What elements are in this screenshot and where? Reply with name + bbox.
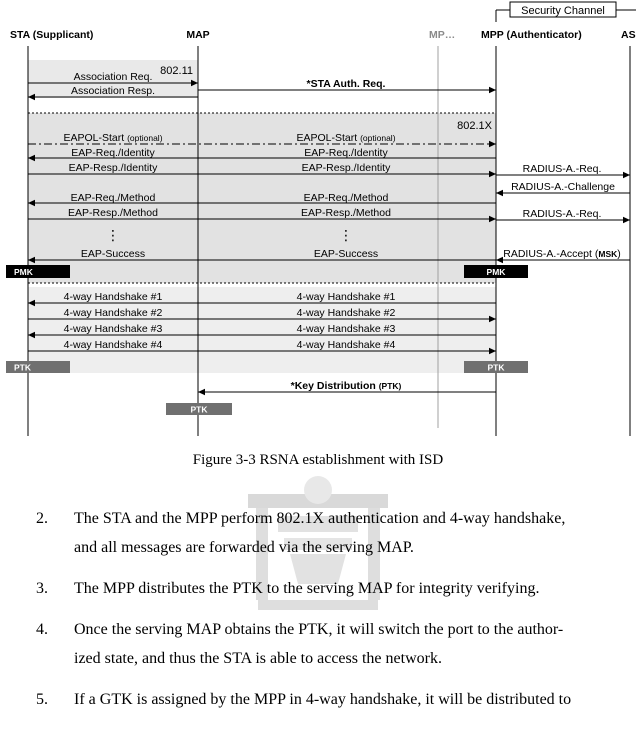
msg-eapol-start-label-map: EAPOL-Start (optional) xyxy=(296,132,396,144)
msg-eap-req-method-label-map: EAP-Req./Method xyxy=(303,192,389,204)
msg-eap-req-method-label-sta: EAP-Req./Method xyxy=(70,192,156,204)
section-8021x-label: 802.1X xyxy=(457,120,492,132)
step-item xyxy=(36,574,636,603)
ptk-badge-mpp-label: PTK xyxy=(487,362,505,373)
msg-eap-resp-identity-label-map: EAP-Resp./Identity xyxy=(301,162,391,174)
step-text xyxy=(74,615,636,673)
step-item xyxy=(36,615,636,673)
step-item xyxy=(36,504,636,562)
steps-list xyxy=(36,504,636,726)
msg-eap-req-identity-label-map: EAP-Req./Identity xyxy=(304,147,388,159)
step-number: 2. xyxy=(36,510,48,527)
msg-radius-challenge-label: RADIUS-A.-Challenge xyxy=(511,181,615,193)
msg-eap-req-identity-label-sta: EAP-Req./Identity xyxy=(71,147,155,159)
entity-as: AS xyxy=(621,29,636,41)
msg-eap-resp-method-label-map: EAP-Resp./Method xyxy=(301,207,391,219)
step-text xyxy=(74,685,636,714)
msg-eapol-start-label-sta: EAPOL-Start (optional) xyxy=(63,132,163,144)
msg-sta-auth-req-label: *STA Auth. Req. xyxy=(306,78,386,90)
entity-mp: MP… xyxy=(429,29,456,41)
msg-hs2-label-map: 4-way Handshake #2 xyxy=(296,307,396,319)
msg-eap-success-label-map: EAP-Success xyxy=(313,248,379,260)
step-text-line: If a GTK is assigned by the MPP in 4-way handshake, it will be distributed to xyxy=(74,691,572,708)
step-number: 5. xyxy=(36,691,48,708)
msg-radius-accept-label: RADIUS-A.-Accept (MSK) xyxy=(503,248,621,260)
figure-caption: Figure 3-3 RSNA establishment with ISD xyxy=(192,452,444,468)
pmk-badge-sta-label: PMK xyxy=(14,267,33,277)
step-text-line: and all messages are forwarded via the serving MAP. xyxy=(74,539,414,556)
ellipsis-sta: ⋮ xyxy=(106,227,120,243)
security-channel-label: Security Channel xyxy=(521,5,605,17)
step-text-line: ized state, and thus the STA is able to access the network. xyxy=(74,650,442,667)
msg-eap-success-label-sta: EAP-Success xyxy=(80,248,146,260)
msg-key-distribution-label: *Key Distribution (PTK) xyxy=(290,380,402,392)
ptk-badge-map-label: PTK xyxy=(190,404,208,415)
msg-radius-req-label: RADIUS-A.-Req. xyxy=(522,163,602,175)
step-text xyxy=(74,504,636,562)
step-text-line: The STA and the MPP perform 802.1X authentication and 4-way handshake, xyxy=(74,510,566,527)
step-text xyxy=(74,574,636,603)
section-80211-label: 802.11 xyxy=(160,65,193,77)
msg-assoc-req-label: Association Req. xyxy=(73,71,153,83)
msg-assoc-resp-label: Association Resp. xyxy=(70,85,156,97)
step-number: 3. xyxy=(36,580,48,597)
msg-hs1-label-sta: 4-way Handshake #1 xyxy=(63,291,163,303)
msg-eap-resp-method-label-sta: EAP-Resp./Method xyxy=(68,207,158,219)
ptk-badge-sta-label: PTK xyxy=(14,362,31,373)
entity-mpp: MPP (Authenticator) xyxy=(481,29,582,41)
entity-map: MAP xyxy=(186,29,210,41)
ellipsis-map: ⋮ xyxy=(339,227,353,243)
msg-hs4-label-sta: 4-way Handshake #4 xyxy=(63,339,163,351)
step-text-line: Once the serving MAP obtains the PTK, it will switch the port to the author- xyxy=(74,621,564,638)
entity-sta: STA (Supplicant) xyxy=(10,29,94,41)
msg-eap-resp-identity-label-sta: EAP-Resp./Identity xyxy=(68,162,158,174)
msg-hs3-label-map: 4-way Handshake #3 xyxy=(296,323,396,335)
pmk-badge-mpp-label: PMK xyxy=(486,267,506,277)
step-item xyxy=(36,685,636,714)
msg-hs3-label-sta: 4-way Handshake #3 xyxy=(63,323,163,335)
msg-hs2-label-sta: 4-way Handshake #2 xyxy=(63,307,163,319)
msg-hs4-label-map: 4-way Handshake #4 xyxy=(296,339,396,351)
step-number: 4. xyxy=(36,621,48,638)
step-text-line: The MPP distributes the PTK to the serving MAP for integrity verifying. xyxy=(74,580,540,597)
msg-radius-req2-label: RADIUS-A.-Req. xyxy=(522,208,602,220)
msg-hs1-label-map: 4-way Handshake #1 xyxy=(296,291,396,303)
